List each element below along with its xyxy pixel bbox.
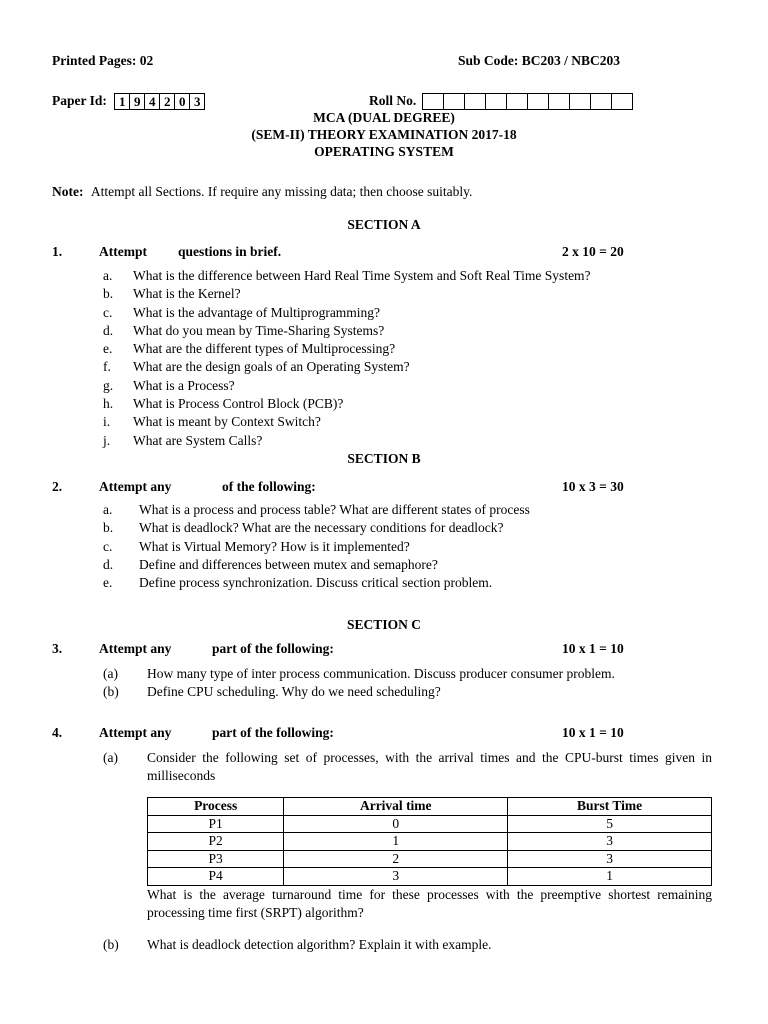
list-item — [103, 358, 591, 376]
q3-text-2: part of the following: — [212, 641, 334, 656]
cell: P1 — [148, 815, 284, 833]
list-item — [103, 538, 530, 556]
cell: 0 — [284, 815, 508, 833]
item-text: What is the Kernel? — [133, 286, 241, 302]
item-text: What is Process Control Block (PCB)? — [133, 396, 344, 412]
roll-no-box[interactable] — [422, 93, 633, 110]
paper-id-digit: 1 — [115, 94, 130, 109]
q3-text-1: Attempt any — [99, 641, 172, 656]
item-label: d. — [103, 322, 114, 338]
paper-id — [52, 92, 205, 110]
item-label: c. — [103, 304, 113, 320]
list-item — [103, 395, 591, 413]
item-text: Define process synchronization. Discuss critical section problem. — [139, 575, 493, 591]
col-burst: Burst Time — [508, 798, 712, 816]
item-text: What is the advantage of Multiprogramming? — [133, 304, 381, 320]
cell: 1 — [284, 833, 508, 851]
list-item — [103, 340, 591, 358]
item-label: g. — [103, 377, 114, 393]
paper-id-digit: 2 — [160, 94, 175, 109]
list-item — [103, 556, 530, 574]
q4-text-1: Attempt any — [99, 725, 172, 740]
section-a-list — [103, 267, 591, 450]
q4b-label: (b) — [103, 937, 119, 952]
paper-id-digit: 0 — [175, 94, 190, 109]
list-item — [103, 377, 591, 395]
section-b-title: SECTION B — [347, 451, 421, 466]
sub-code: Sub Code: BC203 / NBC203 — [458, 53, 621, 68]
col-arrival: Arrival time — [284, 798, 508, 816]
table-row — [148, 868, 712, 886]
item-text: What do you mean by Time-Sharing Systems? — [133, 322, 385, 338]
item-text: What is a Process? — [133, 377, 235, 393]
table-row — [148, 815, 712, 833]
paper-id-label: Paper Id: — [52, 93, 107, 108]
section-b-list — [103, 501, 530, 592]
q2-text-2: of the following: — [222, 479, 316, 494]
list-item — [103, 519, 530, 537]
section-c-title: SECTION C — [347, 617, 421, 632]
cell: P2 — [148, 833, 284, 851]
item-label: d. — [103, 556, 114, 572]
paper-id-box — [114, 93, 205, 110]
list-item — [103, 501, 530, 519]
cell: 1 — [508, 868, 712, 886]
item-label: a. — [103, 502, 113, 517]
q3-number: 3. — [52, 641, 63, 656]
note — [52, 183, 472, 201]
roll-no-label: Roll No. — [369, 93, 417, 108]
item-label: f. — [103, 359, 111, 375]
printed-pages: Printed Pages: 02 — [52, 53, 154, 68]
item-label: b. — [103, 286, 114, 302]
item-text: How many type of inter process communication. Discuss producer consumer problem. — [147, 666, 615, 681]
title-subject: OPERATING SYSTEM — [314, 144, 454, 159]
item-text: What are System Calls? — [133, 432, 263, 448]
list-item — [103, 413, 591, 431]
q2-text-1: Attempt any — [99, 479, 172, 494]
cell: 3 — [508, 850, 712, 868]
item-text: What is deadlock? What are the necessary conditions for deadlock? — [139, 520, 504, 536]
paper-id-digit: 3 — [194, 94, 201, 110]
roll-no — [369, 92, 633, 110]
cell: 5 — [508, 815, 712, 833]
list-item — [103, 304, 591, 322]
q4a-after: What is the average turnaround time for these processes with the preemptive shortest remaining processing time first (SRPT) algorithm? — [147, 887, 712, 920]
q4-marks: 10 x 1 = 10 — [562, 725, 624, 740]
q4a-text: Consider the following set of processes, with the arrival times and the CPU-burst times given in milliseconds — [147, 750, 712, 783]
list-item — [103, 267, 591, 285]
item-label: j. — [103, 432, 111, 448]
title-exam: (SEM-II) THEORY EXAMINATION 2017-18 — [251, 127, 517, 142]
item-label: i. — [103, 414, 111, 430]
cell: 3 — [508, 833, 712, 851]
table-row — [148, 833, 712, 851]
item-text: What are the different types of Multiprocessing? — [133, 341, 396, 357]
table-row — [148, 850, 712, 868]
q4a-label: (a) — [103, 750, 118, 765]
table-header-row — [148, 798, 712, 816]
item-label: b. — [103, 520, 114, 536]
note-text: Attempt all Sections. If require any missing data; then choose suitably. — [90, 184, 473, 199]
list-item — [103, 574, 530, 592]
section-a-title: SECTION A — [347, 217, 421, 232]
q2-number: 2. — [52, 479, 63, 494]
process-table — [147, 797, 712, 886]
list-item — [103, 683, 615, 701]
item-text: What are the design goals of an Operating System? — [133, 359, 410, 375]
item-text: Define and differences between mutex and semaphore? — [139, 556, 438, 572]
item-label: (b) — [103, 684, 119, 700]
col-process: Process — [148, 798, 284, 816]
q3-list — [103, 665, 615, 702]
title-degree: MCA (DUAL DEGREE) — [313, 110, 455, 125]
cell: 3 — [284, 868, 508, 886]
list-item — [103, 285, 591, 303]
item-text: What is the difference between Hard Real Time System and Soft Real Time System? — [133, 268, 591, 283]
item-text: What is a process and process table? What are different states of process — [139, 502, 530, 517]
paper-id-digit: 9 — [130, 94, 145, 109]
cell: P3 — [148, 850, 284, 868]
item-text: What is Virtual Memory? How is it implemented? — [139, 538, 410, 554]
item-text: What is meant by Context Switch? — [133, 414, 321, 430]
q4-number: 4. — [52, 725, 63, 740]
list-item — [103, 322, 591, 340]
q1-number: 1. — [52, 244, 63, 259]
item-label: c. — [103, 538, 113, 554]
item-label: h. — [103, 396, 114, 412]
q1-marks: 2 x 10 = 20 — [562, 244, 624, 259]
q2-marks: 10 x 3 = 30 — [562, 479, 624, 494]
list-item — [103, 665, 615, 683]
item-label: (a) — [103, 666, 118, 681]
q4-text-2: part of the following: — [212, 725, 334, 740]
note-label: Note: — [52, 184, 84, 199]
item-label: a. — [103, 268, 113, 283]
item-text: Define CPU scheduling. Why do we need scheduling? — [147, 684, 441, 700]
item-label: e. — [103, 575, 113, 591]
q1-text-1: Attempt — [99, 244, 147, 259]
paper-id-digit: 4 — [145, 94, 160, 109]
cell: P4 — [148, 868, 284, 886]
list-item — [103, 432, 591, 450]
q3-marks: 10 x 1 = 10 — [562, 641, 624, 656]
q4b-text: What is deadlock detection algorithm? Explain it with example. — [147, 937, 492, 952]
item-label: e. — [103, 341, 113, 357]
cell: 2 — [284, 850, 508, 868]
q1-text-2: questions in brief. — [178, 244, 282, 259]
